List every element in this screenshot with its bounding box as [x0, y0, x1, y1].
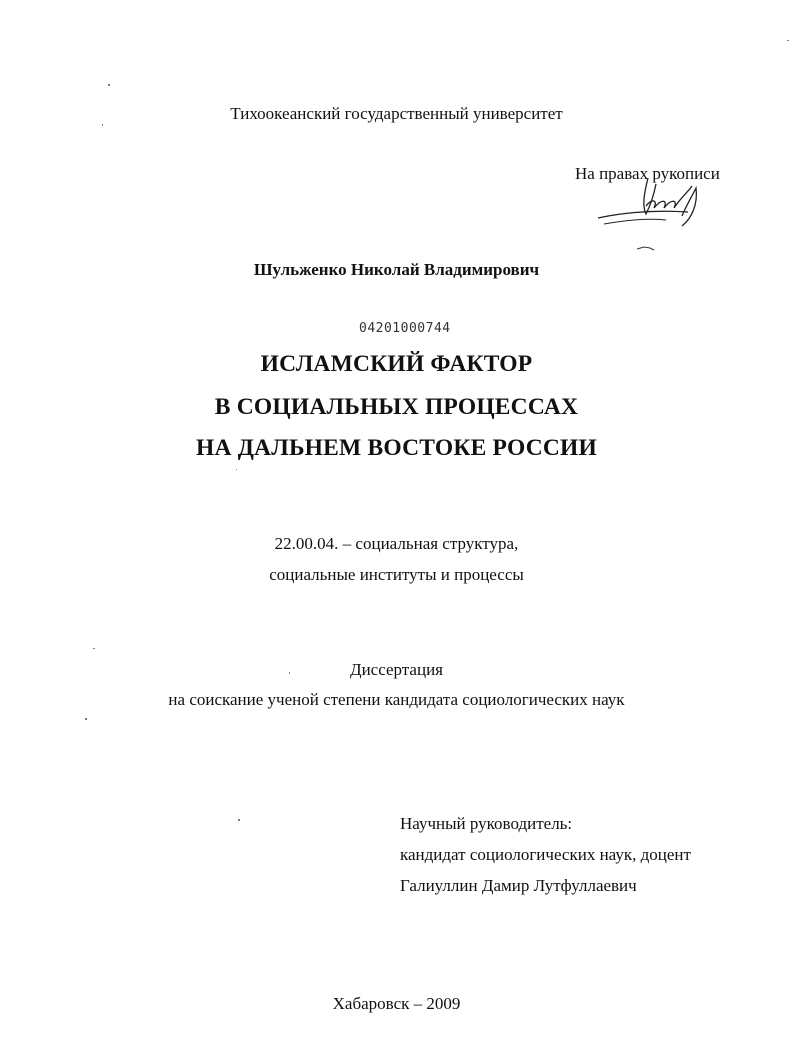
scan-speck: [787, 40, 789, 41]
title-line-2: В СОЦИАЛЬНЫХ ПРОЦЕССАХ: [214, 394, 579, 420]
supervisor-label: Научный руководитель:: [400, 814, 573, 833]
author-name: Шульженко Николай Владимирович: [253, 260, 540, 279]
supervisor-degree: кандидат социологических наук, доцент: [400, 845, 691, 864]
scan-speck: [93, 648, 95, 649]
degree-line: на соискание ученой степени кандидата социологических наук: [168, 690, 625, 709]
scan-speck: [102, 124, 103, 126]
place-year: Хабаровск – 2009: [332, 994, 461, 1013]
scan-speck: [289, 672, 290, 674]
title-line-1: ИСЛАМСКИЙ ФАКТОР: [260, 351, 533, 377]
title-line-3: НА ДАЛЬНЕМ ВОСТОКЕ РОССИИ: [195, 435, 598, 461]
specialty-line-2: социальные институты и процессы: [269, 565, 524, 584]
signature-icon: [596, 176, 726, 232]
scan-speck: [85, 718, 87, 720]
work-type: Диссертация: [349, 660, 443, 679]
pen-mark-icon: [636, 244, 656, 252]
supervisor-name: Галиуллин Дамир Лутфуллаевич: [400, 876, 637, 895]
scan-speck: [236, 469, 237, 470]
manuscript-note: На правах рукописи: [575, 164, 720, 183]
scan-speck: [108, 84, 110, 86]
catalog-number: 04201000744: [359, 321, 451, 336]
specialty-line-1: 22.00.04. – социальная структура,: [274, 534, 519, 553]
scan-speck: [238, 819, 240, 821]
institution-name: Тихоокеанский государственный университет: [230, 104, 563, 123]
